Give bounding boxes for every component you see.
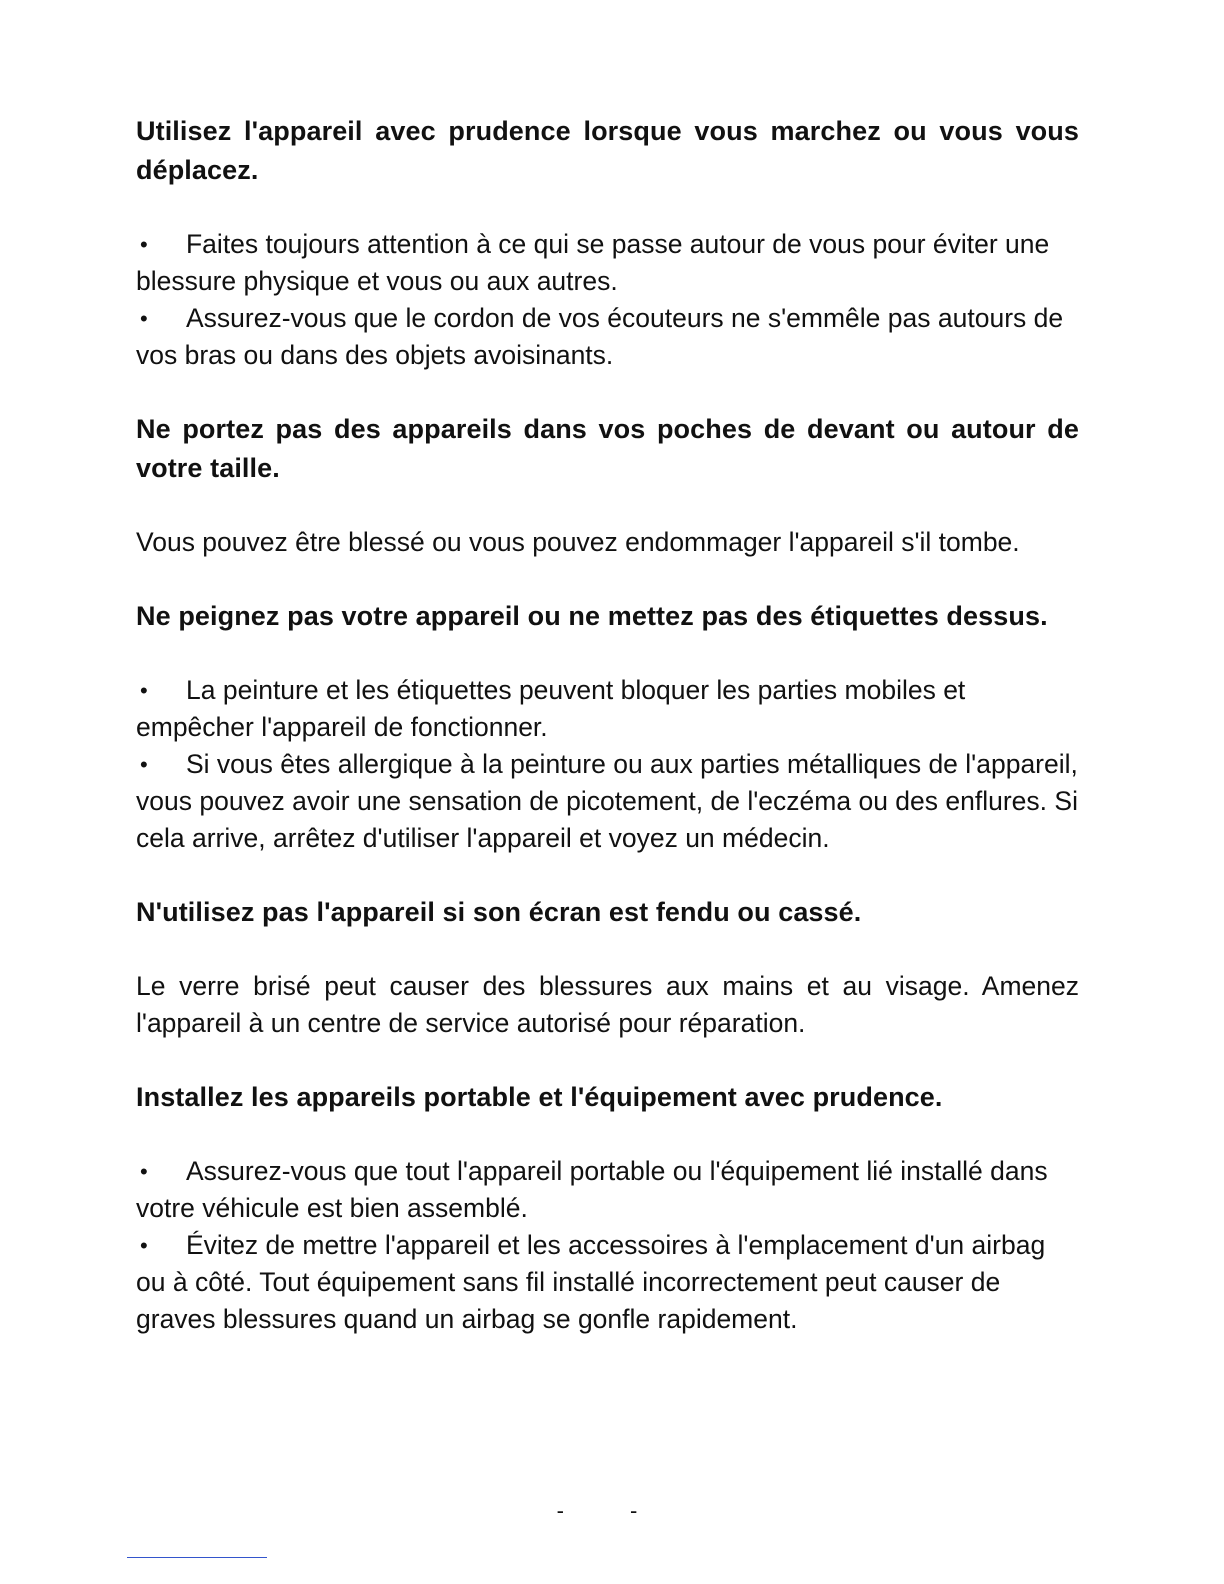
list-item (136, 672, 1079, 746)
list-item-text: Assurez-vous que tout l'appareil portable ou l'équipement lié installé dans votre véhicule est bien assemblé. (136, 1156, 1048, 1223)
bullet-icon: • (140, 752, 148, 777)
list-item-text: Faites toujours attention à ce qui se passe autour de vous pour éviter une blessure physique et vous ou aux autres. (136, 229, 1050, 296)
list-item (136, 1227, 1079, 1338)
bullet-icon: • (140, 306, 148, 331)
bullet-icon: • (140, 678, 148, 703)
section-paint-caution (136, 597, 1079, 857)
list-item-text: Assurez-vous que le cordon de vos écouteurs ne s'emmêle pas autours de vos bras ou dans des objets avoisinants. (136, 303, 1064, 370)
section-install-caution (136, 1078, 1079, 1338)
section-cracked-screen (136, 893, 1079, 1042)
bullet-icon: • (140, 1233, 148, 1258)
bullet-list (136, 226, 1079, 374)
section-heading: Installez les appareils portable et l'équipement avec prudence. (136, 1082, 943, 1112)
bullet-list (136, 672, 1079, 857)
bullet-icon: • (140, 232, 148, 257)
list-item-text: Si vous êtes allergique à la peinture ou aux parties métalliques de l'appareil, vous pouvez avoir une sensation de picotement, de l'eczéma ou des enflures. Si cela arrive, arrêtez d'utiliser l'appareil et voyez un médecin. (136, 749, 1078, 853)
section-paragraph: Vous pouvez être blessé ou vous pouvez endommager l'appareil s'il tombe. (136, 527, 1020, 557)
section-heading: Ne portez pas des appareils dans vos poches de devant ou autour de votre taille. (136, 414, 1079, 483)
list-item (136, 226, 1079, 300)
footnote-divider (127, 1557, 267, 1558)
section-walking-caution (136, 112, 1079, 374)
section-pocket-caution (136, 410, 1079, 561)
bullet-icon: • (140, 1159, 148, 1184)
section-paragraph: Le verre brisé peut causer des blessures aux mains et au visage. Amenez l'appareil à un centre de service autorisé pour réparation. (136, 971, 1079, 1038)
list-item (136, 746, 1079, 857)
section-heading: Utilisez l'appareil avec prudence lorsque vous marchez ou vous vous déplacez. (136, 116, 1079, 185)
list-item-text: La peinture et les étiquettes peuvent bloquer les parties mobiles et empêcher l'appareil de fonctionner. (136, 675, 966, 742)
list-item (136, 1153, 1079, 1227)
list-item (136, 300, 1079, 374)
page-number: - - (556, 1498, 668, 1523)
document-page (136, 112, 1079, 1338)
section-heading: Ne peignez pas votre appareil ou ne mettez pas des étiquettes dessus. (136, 601, 1048, 631)
bullet-list (136, 1153, 1079, 1338)
list-item-text: Évitez de mettre l'appareil et les accessoires à l'emplacement d'un airbag ou à côté. Tout équipement sans fil installé incorrectement peut causer de graves blessures quand un airbag se gonfle rapidement. (136, 1230, 1046, 1334)
section-heading: N'utilisez pas l'appareil si son écran est fendu ou cassé. (136, 897, 862, 927)
